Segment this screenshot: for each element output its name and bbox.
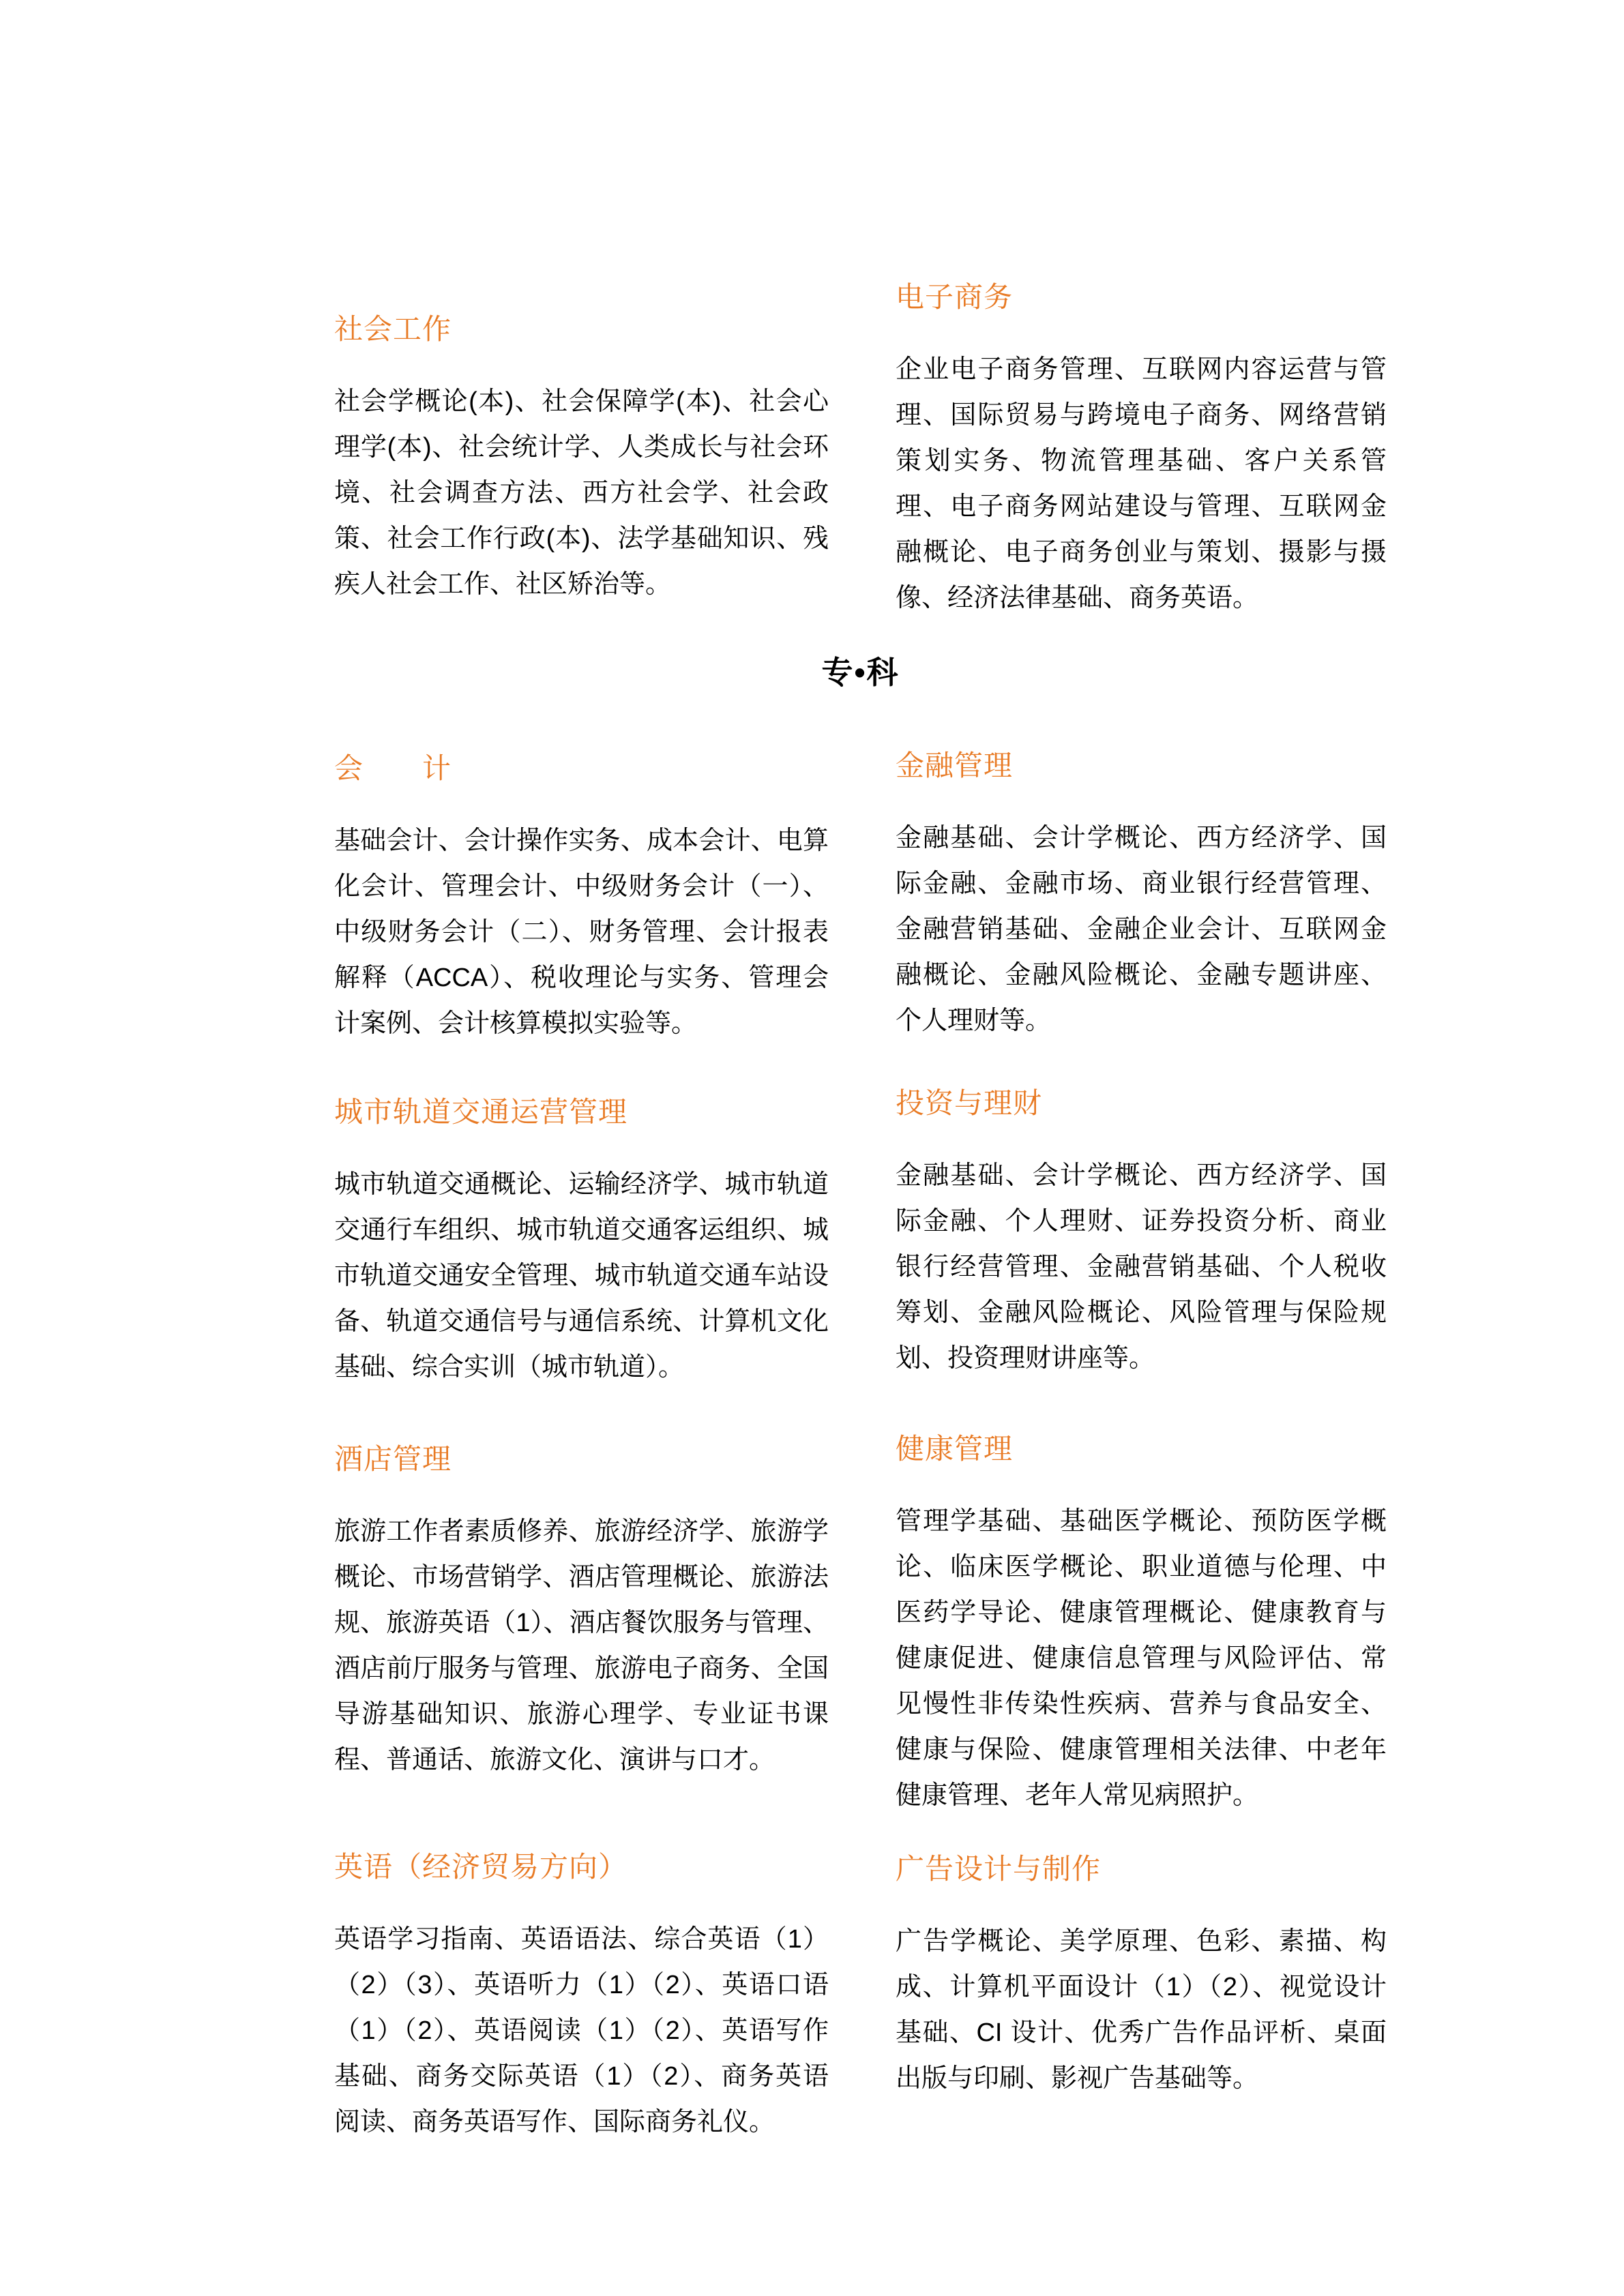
major-courses-financial-management: 金融基础、会计学概论、西方经济学、国际金融、金融市场、商业银行经营管理、金融营销基础、金融企业会计、互联网金融概论、金融风险概论、金融专题讲座、个人理财等。 bbox=[896, 824, 1387, 1036]
major-courses-social-work: 社会学概论(本)、社会保障学(本)、社会心理学(本)、社会统计学、人类成长与社会环境、社会调查方法、西方社会学、社会政策、社会工作行政(本)、法学基础知识、残疾人社会工作、社区矫治等。 bbox=[334, 387, 829, 599]
major-courses-advertising-design: 广告学概论、美学原理、色彩、素描、构成、计算机平面设计（1）（2）、视觉设计基础、CI 设计、优秀广告作品评析、桌面出版与印刷、影视广告基础等。 bbox=[896, 1927, 1387, 2093]
major-title-social-work: 社会工作 bbox=[334, 313, 452, 345]
major-section-health-management bbox=[896, 1433, 1387, 1819]
major-section-accounting bbox=[334, 753, 829, 1047]
major-section-english-economic-trade bbox=[334, 1851, 829, 2145]
major-section-urban-rail-transit bbox=[334, 1097, 829, 1390]
major-section-ecommerce bbox=[896, 282, 1387, 621]
major-title-financial-management: 金融管理 bbox=[896, 749, 1014, 781]
major-section-social-work bbox=[334, 314, 829, 608]
major-courses-health-management: 管理学基础、基础医学概论、预防医学概论、临床医学概论、职业道德与伦理、中医药学导论、健康管理概论、健康教育与健康促进、健康信息管理与风险评估、常见慢性非传染性疾病、营养与食品安全、健康与保险、健康管理相关法律、中老年健康管理、老年人常见病照护。 bbox=[896, 1507, 1387, 1810]
major-courses-accounting: 基础会计、会计操作实务、成本会计、电算化会计、管理会计、中级财务会计（一）、中级财务会计（二）、财务管理、会计报表解释（ACCA）、税收理论与实务、管理会计案例、会计核算模拟实验等。 bbox=[334, 826, 829, 1039]
major-title-investment-financing: 投资与理财 bbox=[896, 1087, 1043, 1119]
major-title-advertising-design: 广告设计与制作 bbox=[896, 1853, 1102, 1885]
major-courses-ecommerce: 企业电子商务管理、互联网内容运营与管理、国际贸易与跨境电子商务、网络营销策划实务、物流管理基础、客户关系管理、电子商务网站建设与管理、互联网金融概论、电子商务创业与策划、摄影与摄像、经济法律基础、商务英语。 bbox=[896, 355, 1387, 613]
major-title-accounting: 会 计 bbox=[334, 752, 452, 784]
major-section-investment-financing bbox=[896, 1088, 1387, 1382]
major-section-advertising-design bbox=[896, 1853, 1387, 2102]
major-section-financial-management bbox=[896, 750, 1387, 1044]
major-title-english-economic-trade: 英语（经济贸易方向） bbox=[334, 1851, 628, 1883]
major-title-health-management: 健康管理 bbox=[896, 1433, 1014, 1465]
major-title-ecommerce: 电子商务 bbox=[896, 281, 1014, 313]
major-courses-urban-rail-transit: 城市轨道交通概论、运输经济学、城市轨道交通行车组织、城市轨道交通客运组织、城市轨道交通安全管理、城市轨道交通车站设备、轨道交通信号与通信系统、计算机文化基础、综合实训（城市轨道）。 bbox=[334, 1170, 829, 1382]
major-title-urban-rail-transit: 城市轨道交通运营管理 bbox=[334, 1096, 628, 1128]
major-title-hotel-management: 酒店管理 bbox=[334, 1443, 452, 1475]
major-section-hotel-management bbox=[334, 1444, 829, 1783]
major-courses-hotel-management: 旅游工作者素质修养、旅游经济学、旅游学概论、市场营销学、酒店管理概论、旅游法规、旅游英语（1）、酒店餐饮服务与管理、酒店前厅服务与管理、旅游电子商务、全国导游基础知识、旅游心理学、专业证书课程、普通话、旅游文化、演讲与口才。 bbox=[334, 1517, 829, 1775]
level-divider-junior-college: 专•科 bbox=[821, 655, 900, 690]
major-courses-investment-financing: 金融基础、会计学概论、西方经济学、国际金融、个人理财、证券投资分析、商业银行经营管理、金融营销基础、个人税收筹划、金融风险概论、风险管理与保险规划、投资理财讲座等。 bbox=[896, 1161, 1387, 1373]
major-courses-english-economic-trade: 英语学习指南、英语语法、综合英语（1）（2）（3）、英语听力（1）（2）、英语口语（1）（2）、英语阅读（1）（2）、英语写作基础、商务交际英语（1）（2）、商务英语阅读、商务英语写作、国际商务礼仪。 bbox=[334, 1925, 829, 2137]
